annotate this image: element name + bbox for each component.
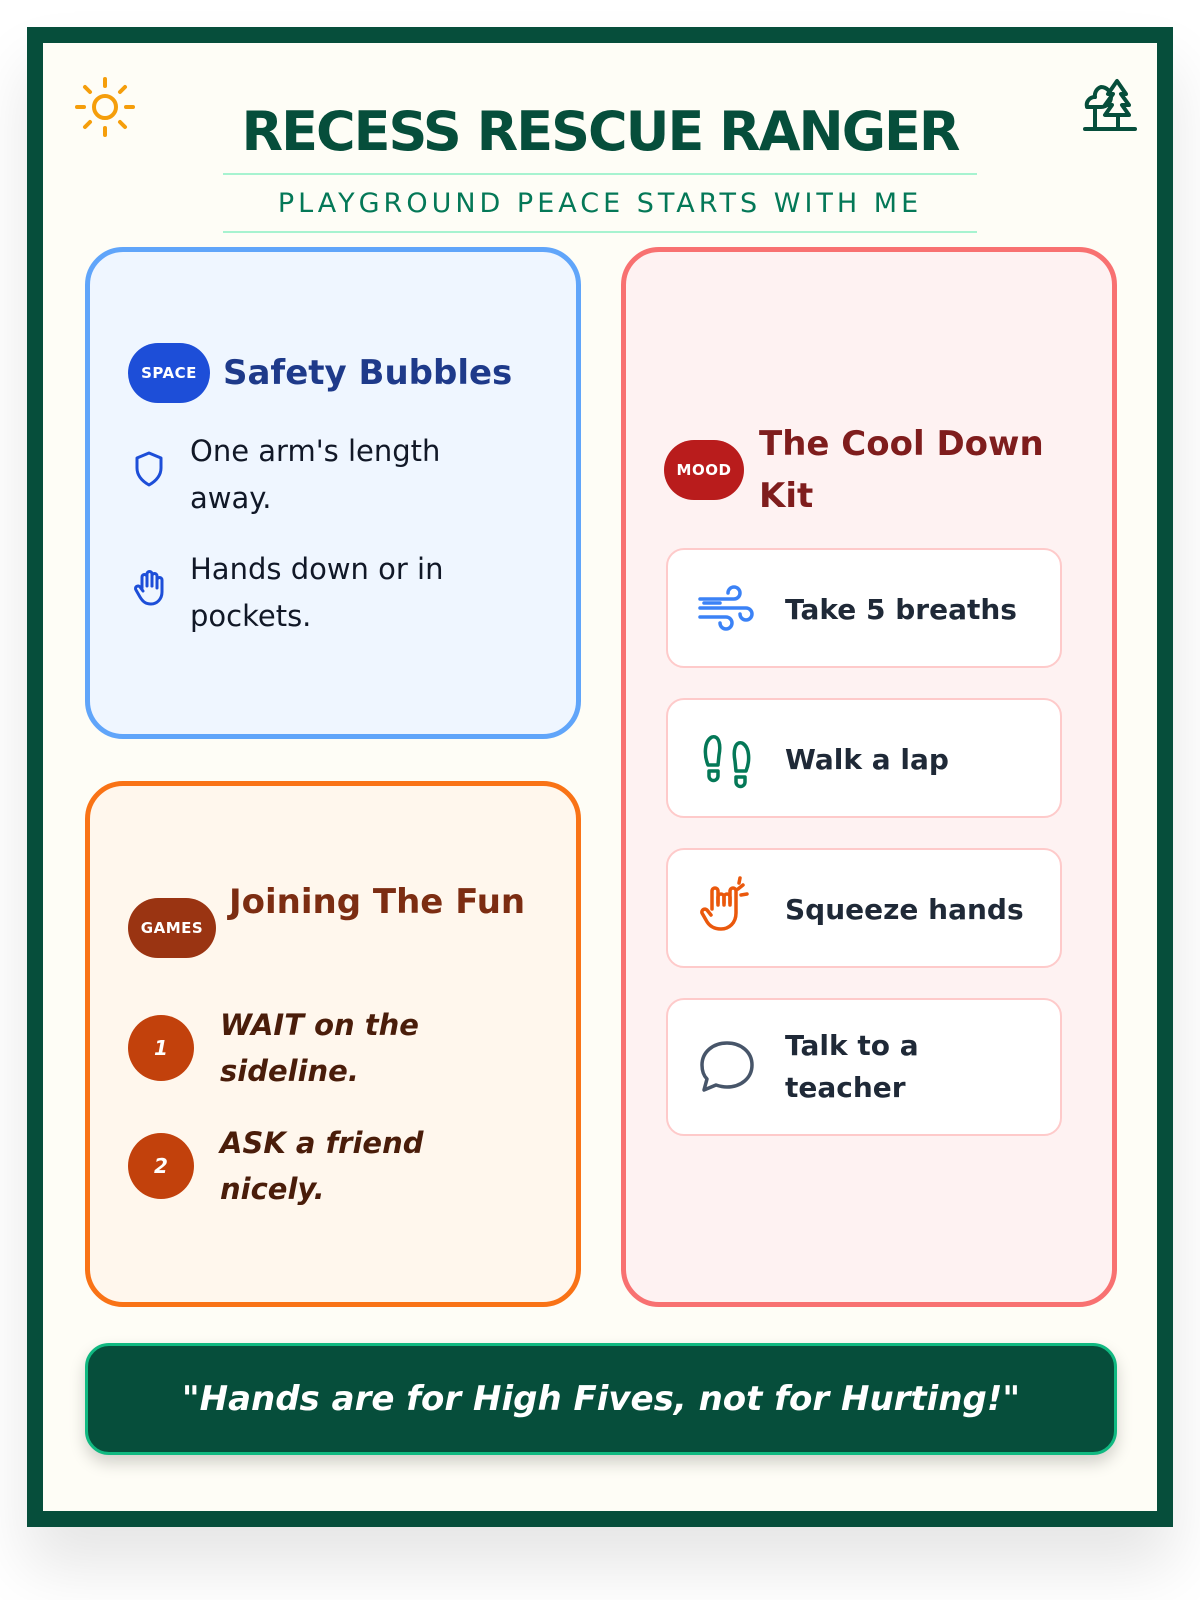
footprints-icon xyxy=(694,725,760,791)
rule-text: Hands down or in pockets. xyxy=(190,552,444,633)
cool-down-tool xyxy=(666,548,1062,668)
speech-bubble-icon xyxy=(694,1034,760,1100)
motto-banner: "Hands are for High Fives, not for Hurting!" xyxy=(85,1343,1117,1455)
page-title: RECESS RESCUE RANGER xyxy=(241,100,959,163)
cool-down-tool xyxy=(666,848,1062,968)
games-badge: GAMES xyxy=(128,898,216,958)
cool-down-kit-card xyxy=(621,247,1117,1307)
hand-squeeze-icon xyxy=(694,875,760,941)
rule-text: One arm's length away. xyxy=(190,434,441,515)
space-badge: SPACE xyxy=(128,343,210,403)
tool-label: Walk a lap xyxy=(785,743,949,776)
tool-label: Take 5 breaths xyxy=(785,593,1017,626)
step-number: 2 xyxy=(128,1133,194,1199)
tool-label: Squeeze hands xyxy=(785,893,1024,926)
subtitle-band xyxy=(223,173,977,233)
step-text: WAIT on the sideline. xyxy=(220,1008,419,1088)
joining-the-fun-title: Joining The Fun xyxy=(229,882,526,922)
hand-icon xyxy=(128,566,170,608)
safety-bubbles-title: Safety Bubbles xyxy=(223,353,513,393)
cool-down-tool xyxy=(666,998,1062,1136)
poster xyxy=(27,27,1173,1527)
mood-badge: MOOD xyxy=(664,440,744,500)
shield-icon xyxy=(128,448,170,490)
cool-down-kit-title: The Cool Down Kit xyxy=(759,424,1044,516)
step-number: 1 xyxy=(128,1015,194,1081)
header xyxy=(43,91,1157,233)
page-subtitle: PLAYGROUND PEACE STARTS WITH ME xyxy=(277,188,923,219)
cool-down-tool xyxy=(666,698,1062,818)
wind-icon xyxy=(694,575,760,641)
joining-the-fun-card xyxy=(85,781,581,1307)
safety-bubbles-card xyxy=(85,247,581,739)
tool-label: Talk to a teacher xyxy=(785,1029,919,1104)
step-text: ASK a friend nicely. xyxy=(220,1126,424,1206)
